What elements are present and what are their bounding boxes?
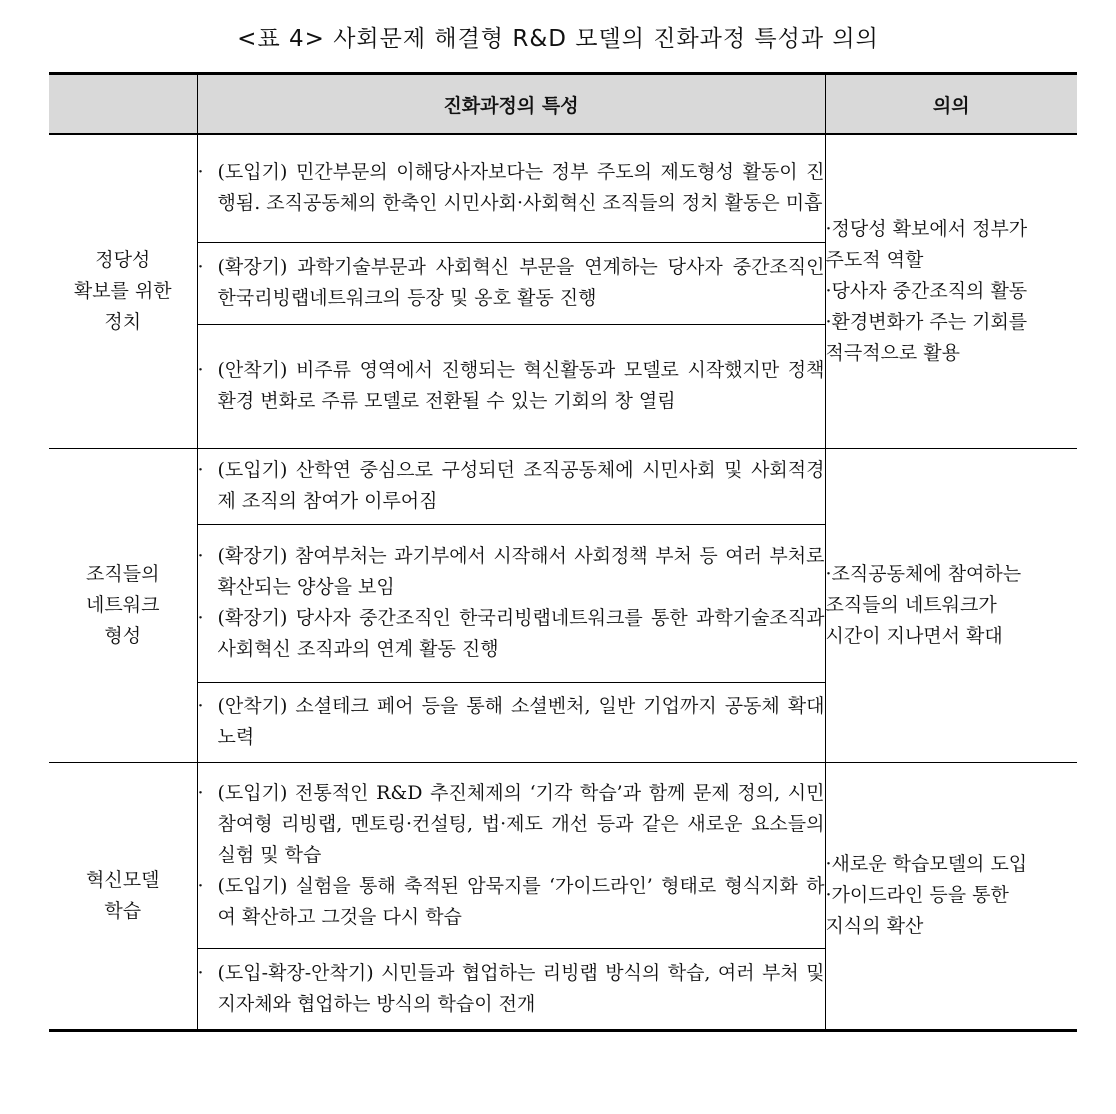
meaning-line: ·정당성 확보에서 정부가: [825, 217, 1028, 240]
feature-text: (안착기) 소셜테크 페어 등을 통해 소셜벤처, 일반 기업까지 공동체 확대 노력: [217, 695, 825, 748]
feature-text: (도입기) 산학연 중심으로 구성되던 조직공동체에 시민사회 및 사회적경제 조직의 참여가 이루어짐: [217, 459, 825, 512]
feature-bullet: [198, 455, 825, 517]
feature-bullet: [198, 541, 825, 603]
feature-cell: [197, 448, 825, 524]
header-empty-cell: [49, 74, 197, 135]
feature-text: (도입기) 실험을 통해 축적된 암묵지를 ‘가이드라인’ 형태로 형식지화 하여 확산하고 그것을 다시 학습: [217, 874, 825, 928]
category-line: 정당성: [95, 248, 151, 271]
feature-text: (확장기) 과학기술부문과 사회혁신 부문을 연계하는 당사자 중간조직인 한국리빙랩네트워크의 등장 및 옹호 활동 진행: [217, 256, 825, 309]
meaning-line: 주도적 역할: [825, 248, 924, 271]
meaning-cell: [825, 762, 1077, 1030]
category-line: 학습: [104, 899, 142, 922]
table-body: [49, 134, 1077, 1030]
meaning-line: ·조직공동체에 참여하는: [825, 562, 1022, 585]
meaning-cell: [825, 448, 1077, 762]
feature-cell: [197, 682, 825, 762]
bullet-mark: ·: [197, 256, 204, 278]
feature-cell: [197, 134, 825, 242]
category-line: 조직들의: [86, 562, 160, 585]
feature-text: (도입-확장-안착기) 시민들과 협업하는 리빙랩 방식의 학습, 여러 부처 및 지자체와 협업하는 방식의 학습이 전개: [217, 961, 825, 1015]
bullet-mark: ·: [197, 161, 204, 184]
feature-cell: [197, 762, 825, 948]
feature-bullet: [198, 252, 825, 314]
meaning-line: ·가이드라인 등을 통한: [825, 884, 1009, 906]
bullet-mark: ·: [197, 781, 204, 804]
table-row: [49, 762, 1077, 948]
bullet-mark: ·: [197, 695, 204, 717]
category-line: 확보를 위한: [73, 279, 172, 302]
header-meaning: 의의: [825, 74, 1077, 135]
feature-cell: [197, 524, 825, 682]
feature-text: (확장기) 참여부처는 과기부에서 시작해서 사회정책 부처 등 여러 부처로 확산되는 양상을 보임: [217, 545, 825, 598]
meaning-line: 조직들의 네트워크가: [825, 593, 997, 616]
bullet-mark: ·: [197, 961, 204, 984]
meaning-line: ·새로운 학습모델의 도입: [825, 853, 1028, 875]
category-line: 정치: [104, 310, 142, 333]
meaning-line: 지식의 확산: [825, 915, 924, 937]
bullet-mark: ·: [197, 545, 204, 567]
bullet-mark: ·: [197, 874, 204, 897]
feature-bullet: [198, 603, 825, 665]
feature-bullet: [198, 355, 825, 417]
feature-bullet: [198, 157, 825, 219]
feature-text: (확장기) 당사자 중간조직인 한국리빙랩네트워크를 통한 과학기술조직과 사회혁신 조직과의 연계 활동 진행: [217, 607, 825, 660]
feature-bullet: [198, 958, 825, 1020]
category-line: 형성: [104, 624, 142, 647]
table-row: [49, 448, 1077, 524]
feature-cell: [197, 948, 825, 1030]
feature-bullet: [198, 691, 825, 753]
header-row: [49, 74, 1077, 135]
feature-cell: [197, 324, 825, 448]
category-cell: [49, 762, 197, 1030]
category-line: 혁신모델: [86, 868, 160, 891]
meaning-line: 시간이 지나면서 확대: [825, 624, 1003, 647]
table-caption: <표 4> 사회문제 해결형 R&D 모델의 진화과정 특성과 의의: [237, 26, 879, 52]
evolution-table: [49, 72, 1077, 1032]
table-row: [49, 134, 1077, 242]
meaning-line: 적극적으로 활용: [825, 341, 961, 364]
meaning-cell: [825, 134, 1077, 448]
feature-text: (안착기) 비주류 영역에서 진행되는 혁신활동과 모델로 시작했지만 정책환경 변화로 주류 모델로 전환될 수 있는 기회의 창 열림: [217, 359, 825, 412]
bullet-mark: ·: [197, 607, 204, 629]
feature-text: (도입기) 민간부문의 이해당사자보다는 정부 주도의 제도형성 활동이 진행됨. 조직공동체의 한축인 시민사회·사회혁신 조직들의 정치 활동은 미흡: [217, 161, 825, 215]
feature-bullet: [198, 871, 825, 933]
meaning-line: ·환경변화가 주는 기회를: [825, 310, 1028, 333]
bullet-mark: ·: [197, 359, 204, 381]
category-cell: [49, 448, 197, 762]
feature-bullet: [198, 778, 825, 871]
bullet-mark: ·: [197, 459, 204, 481]
header-feature: 진화과정의 특성: [197, 74, 825, 135]
category-cell: [49, 134, 197, 448]
feature-cell: [197, 242, 825, 324]
meaning-line: ·당사자 중간조직의 활동: [825, 279, 1028, 302]
category-line: 네트워크: [86, 593, 160, 616]
feature-text: (도입기) 전통적인 R&D 추진체제의 ‘기각 학습’과 함께 문제 정의, 시민참여형 리빙랩, 멘토링·컨설팅, 법·제도 개선 등과 같은 새로운 요소들의 실험 및 학습: [217, 781, 825, 866]
